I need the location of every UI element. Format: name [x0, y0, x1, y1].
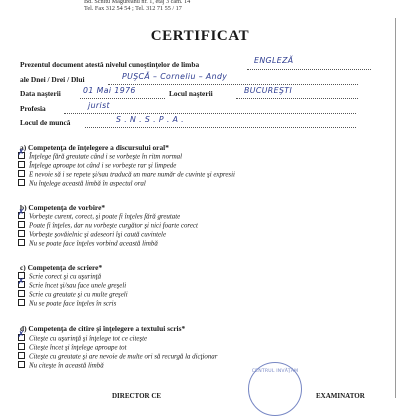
checkbox-d3[interactable]	[18, 352, 25, 359]
language-dotline	[247, 69, 371, 70]
option-c4: Nu se poate face înţeles în scris	[18, 299, 116, 309]
checkbox-a3[interactable]	[18, 170, 25, 177]
option-b4: Nu se poate face înţeles vorbind această limbă	[18, 239, 158, 249]
profession-label: Profesia	[20, 104, 46, 113]
language-value: ENGLEZĂ	[254, 56, 294, 65]
page-title: CERTIFICAT	[150, 28, 250, 44]
checkbox-c4[interactable]	[18, 299, 25, 306]
checkbox-a4[interactable]	[18, 179, 25, 186]
option-d4: Nu citeşte în această limbă	[18, 361, 104, 371]
birthplace-value: BUCUREŞTI	[244, 86, 293, 95]
birthdate-value: 01 Mai 1976	[83, 86, 136, 95]
profession-value: jurist	[88, 101, 110, 110]
birthdate-label: Data naşterii	[20, 89, 61, 98]
section-a-title: a) Competenţa de înţelegere a discursului oral*	[20, 143, 169, 152]
option-a3: E nevoie să i se repete şi/sau traducă un mare număr de cuvinte şi expresii	[18, 170, 235, 180]
checkbox-b1[interactable]	[17, 207, 25, 219]
header-phone: Tel. Fax 312 54 54 ; Tel. 312 71 55 / 17	[84, 5, 182, 12]
section-b-title: b) Competenţa de vorbire*	[20, 203, 106, 212]
birthdate-dotline	[80, 98, 165, 99]
option-d1: ✗ Citeşte cu uşurinţă şi înţelege tot ce citeşte	[17, 329, 148, 343]
option-a1: ✗ Înţelege fără greutate când i se vorbeşte în ritm normal	[17, 147, 183, 161]
checkbox-d1[interactable]	[17, 329, 25, 341]
checkbox-c3[interactable]	[18, 290, 25, 297]
option-d3: Citeşte cu greutate şi are nevoie de multe ori să recurgă la dicţionar	[18, 352, 217, 362]
section-d-title: d) Competenţa de citire şi înţelegere a textului scris*	[20, 324, 186, 333]
option-c1: Scrie corect şi cu uşurinţă	[18, 272, 101, 282]
checkbox-b4[interactable]	[18, 239, 25, 246]
checkbox-d2[interactable]	[18, 343, 25, 350]
birthplace-label: Locul naşterii	[169, 89, 213, 98]
option-c3: Scrie cu greutate şi cu multe greşeli	[18, 290, 128, 300]
check-mark-icon: ✗	[17, 147, 25, 158]
option-c2: ✗ Scrie încet şi/sau face unele greşeli	[17, 276, 127, 290]
option-b2: Poate fi înţeles, dar nu vorbeşte curgător şi nici foarte corect	[18, 221, 198, 231]
birthplace-dotline	[236, 98, 358, 99]
stamp-text: CENTRUL INVĂŢĂM	[251, 369, 299, 374]
checkbox-d4[interactable]	[18, 361, 25, 368]
examiner-label: EXAMINATOR	[316, 392, 365, 400]
director-label: DIRECTOR CE	[112, 392, 162, 400]
official-stamp	[248, 362, 302, 416]
checkbox-c2[interactable]	[17, 276, 25, 288]
option-b1: ✗ Vorbeşte curent, corect, şi poate fi înţeles fără greutate	[17, 207, 181, 221]
check-mark-icon: ✗	[17, 276, 25, 287]
name-label: ale Dnei / Drei / Dlui	[20, 75, 85, 84]
workplace-value: S . N . S . P . A .	[116, 115, 185, 124]
option-a2: Înţelege aproape tot când i se vorbeşte rar şi limpede	[18, 161, 176, 171]
option-a4: Nu înţelege această limbă în aspectul oral	[18, 179, 146, 189]
checkbox-b3[interactable]	[18, 230, 25, 237]
check-mark-icon: ✗	[17, 329, 25, 340]
name-dotline	[108, 84, 358, 85]
option-d2: Citeşte încet şi înţelege aproape tot	[18, 343, 127, 353]
check-mark-icon: ✗	[17, 207, 25, 218]
section-c-title: c) Competenţa de scriere*	[20, 263, 103, 272]
checkbox-a2[interactable]	[18, 161, 25, 168]
checkbox-a1[interactable]	[17, 147, 25, 159]
workplace-label: Locul de muncă	[20, 118, 71, 127]
profession-dotline	[64, 113, 356, 114]
page-right-edge	[395, 18, 396, 398]
header-address: Bd. Schitu Măgureanu nr. 1, etaj 3 cam. 14	[84, 0, 191, 5]
language-label: Prezentul document atestă nivelul cunoştinţelor de limba	[20, 60, 200, 69]
workplace-dotline	[85, 127, 356, 128]
name-value: PUŞCĂ – Corneliu – Andy	[122, 72, 228, 81]
option-b3: Vorbeşte şovăielnic şi adeseori îşi caută cuvintele	[18, 230, 166, 240]
checkbox-b2[interactable]	[18, 221, 25, 228]
